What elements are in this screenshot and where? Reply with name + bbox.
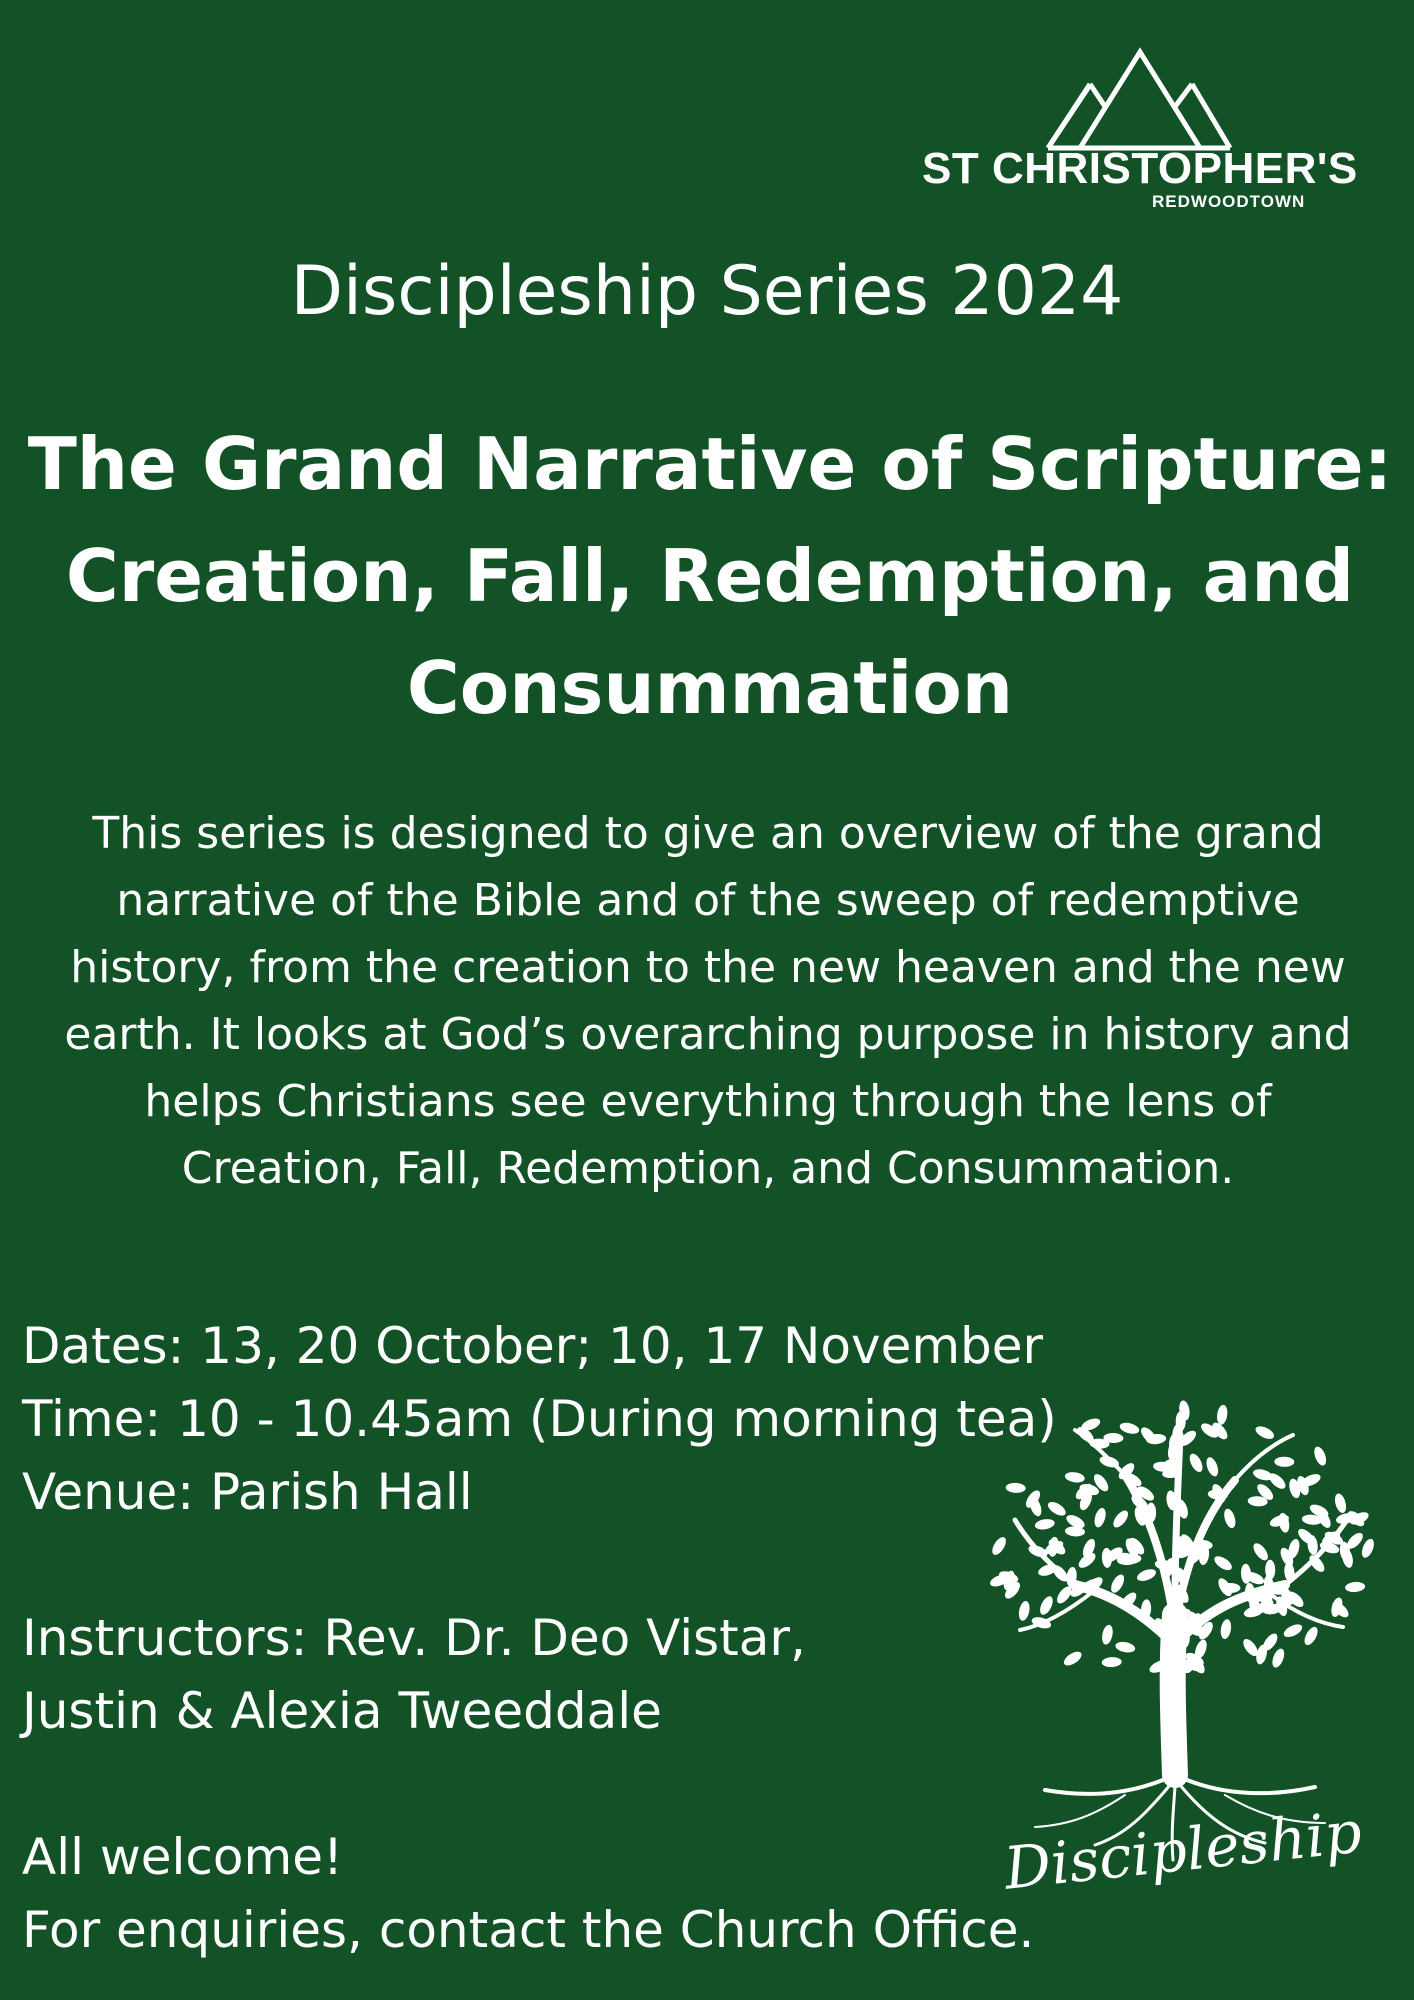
leaf (1064, 1471, 1085, 1484)
leaf (1222, 1507, 1237, 1529)
leaf (1046, 1499, 1068, 1518)
church-location: REDWOODTOWN (1152, 192, 1306, 211)
leaf (1345, 1581, 1366, 1593)
leaf (1312, 1445, 1329, 1467)
spacer (22, 1529, 1072, 1602)
page-title (20, 408, 1400, 744)
leaf (1062, 1649, 1084, 1668)
description-line: Creation, Fall, Redemption, and Consummation. (181, 1143, 1235, 1194)
event-details (22, 1310, 1072, 1967)
description-line: helps Christians see everything through the lens of (144, 1076, 1272, 1127)
leaf (1115, 1640, 1137, 1654)
leaf (1212, 1553, 1234, 1572)
dates-text: Dates: 13, 20 October; 10, 17 November (22, 1317, 1044, 1375)
leaf (1047, 1536, 1060, 1557)
spacer (22, 1748, 1072, 1821)
leaf (1360, 1537, 1377, 1559)
tree-illustration (975, 1395, 1395, 1915)
series-label: Discipleship Series 2024 (290, 252, 1124, 331)
leaf (1101, 1657, 1121, 1668)
leaf (1216, 1404, 1229, 1425)
leaf (1274, 1457, 1294, 1467)
leaf (1135, 1567, 1157, 1584)
leaf (1093, 1507, 1108, 1529)
leaf (1108, 1572, 1126, 1594)
instructors-text: Justin & Alexia Tweeddale (22, 1682, 662, 1740)
leaf (1333, 1492, 1348, 1514)
description (8, 800, 1408, 1202)
leaf (1111, 1508, 1131, 1530)
leaf (1101, 1548, 1112, 1568)
leaf (1254, 1424, 1276, 1442)
leaf (1302, 1625, 1320, 1647)
description-line: narrative of the Bible and of the sweep of redemptive (116, 875, 1300, 926)
title-line: The Grand Narrative of Scripture: (27, 422, 1393, 506)
tree-icon (975, 1395, 1395, 1915)
description-line: This series is designed to give an overview of the grand (92, 808, 1324, 859)
church-name: ST CHRISTOPHER'S (922, 144, 1358, 193)
discipleship-script: Discipleship (1001, 1797, 1365, 1903)
title-line: Consummation (406, 646, 1014, 730)
enquiries-text: For enquiries, contact the Church Office. (22, 1901, 1035, 1959)
leaf (1038, 1594, 1056, 1616)
welcome-text: All welcome! (22, 1828, 344, 1886)
title-line: Creation, Fall, Redemption, and (65, 534, 1355, 618)
leaf (1017, 1600, 1031, 1622)
leaf (1282, 1622, 1304, 1640)
leaf (1219, 1618, 1232, 1639)
venue-text: Venue: Parish Hall (22, 1463, 473, 1521)
description-line: history, from the creation to the new heaven and the new (70, 942, 1346, 993)
leaf (1251, 1541, 1271, 1563)
leaf (1204, 1456, 1220, 1478)
leaf (990, 1535, 1009, 1557)
leaf (1187, 1452, 1205, 1474)
mountains-icon (1040, 44, 1240, 154)
leaf (1005, 1482, 1025, 1493)
leaf (1119, 1421, 1141, 1436)
instructors-text: Instructors: Rev. Dr. Deo Vistar, (22, 1609, 806, 1667)
time-text: Time: 10 - 10.45am (During morning tea) (22, 1390, 1057, 1448)
description-line: earth. It looks at God’s overarching purpose in history and (64, 1009, 1352, 1060)
leaf (1100, 1624, 1114, 1646)
leaf (1270, 1647, 1287, 1669)
church-logo (900, 40, 1380, 220)
leaf (1034, 1518, 1055, 1531)
